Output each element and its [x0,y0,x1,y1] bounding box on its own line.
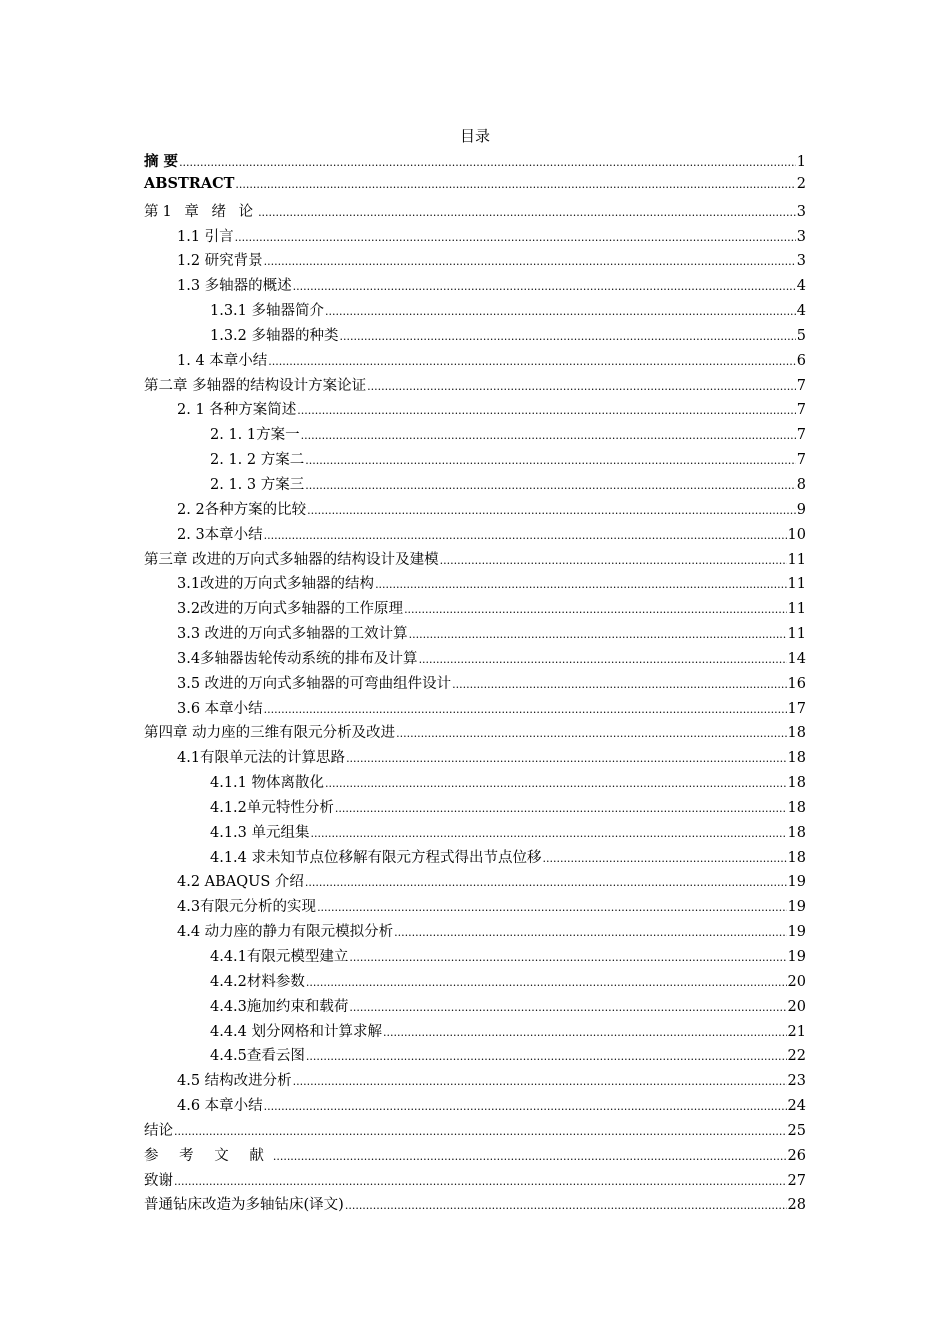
toc-entry-title: 3.3 改进的万向式多轴器的工效计算 [177,626,408,643]
dot-leader [452,678,786,691]
dot-leader [293,1075,787,1088]
toc-entry-title: 3.6 本章小结 [177,700,263,717]
toc-entry[interactable] [144,572,806,597]
dot-leader [349,951,786,964]
dot-leader [306,1050,787,1063]
toc-entry-title: 3.4多轴器齿轮传动系统的排布及计算 [177,650,418,667]
toc-entry-title: 4.4.2材料参数 [210,973,305,990]
toc-entry-page-number: 20 [787,998,806,1015]
toc-entry-page-number: 1 [796,154,806,170]
toc-entry[interactable] [144,672,806,697]
toc-entry[interactable] [144,523,806,548]
toc-entry-title: 4.4.4 划分网格和计算求解 [210,1023,383,1040]
toc-entry-title: 4.6 本章小结 [177,1098,263,1115]
dot-leader [174,1175,787,1188]
toc-entry-title: 2. 1. 3 方案三 [210,476,305,493]
dot-leader [301,429,796,442]
toc-entry-title: 1.3.1 多轴器简介 [210,303,325,320]
toc-entry-page-number: 20 [787,973,806,990]
dot-leader [367,380,796,393]
toc-entry[interactable] [144,920,806,945]
toc-entry[interactable] [144,821,806,846]
dot-leader [264,1100,787,1113]
toc-entry-title: 3.5 改进的万向式多轴器的可弯曲组件设计 [177,675,452,692]
toc-entry-page-number: 23 [787,1073,806,1090]
toc-entry[interactable] [144,150,806,175]
toc-entry-title: 1.3.2 多轴器的种类 [210,327,339,344]
toc-entry-page-number: 19 [787,899,806,916]
toc-entry-page-number: 7 [796,377,806,394]
toc-entry[interactable] [144,647,806,672]
dot-leader [311,827,787,840]
toc-entry-page-number: 11 [787,551,806,568]
toc-entry[interactable] [144,1069,806,1094]
toc-entry[interactable] [144,870,806,895]
dot-leader [293,280,796,293]
toc-entry-title: 1. 4 本章小结 [177,352,268,369]
toc-entry-page-number: 14 [787,650,806,667]
dot-leader [235,231,796,244]
toc-entry-page-number: 5 [796,327,806,344]
dot-leader [419,653,787,666]
toc-entry-page-number: 8 [796,476,806,493]
dot-leader [235,178,795,191]
dot-leader [404,603,786,616]
dot-leader [335,802,787,815]
dot-leader [325,305,796,318]
toc-entry-title: 1.1 引言 [177,228,234,245]
toc-entry[interactable] [144,423,806,448]
dot-leader [325,777,787,790]
toc-entry-title: 4.4 动力座的静力有限元模拟分析 [177,924,394,941]
toc-entry-page-number: 18 [787,849,806,866]
dot-leader [317,901,786,914]
dot-leader [543,852,787,865]
toc-entry-page-number: 10 [787,526,806,543]
toc-entry-page-number: 18 [787,824,806,841]
toc-entry-page-number: 6 [796,352,806,369]
toc-entry-title: ABSTRACT [144,174,235,192]
toc-entry-page-number: 27 [787,1172,806,1189]
toc-entry-title: 4.2 ABAQUS 介绍 [177,874,304,891]
toc-entry-page-number: 22 [787,1048,806,1065]
toc-entry-page-number: 4 [796,303,806,320]
dot-leader [383,1026,787,1039]
toc-entry[interactable] [144,597,806,622]
toc-entry-page-number: 18 [787,775,806,792]
toc-entry-page-number: 17 [787,700,806,717]
dot-leader [409,628,787,641]
toc-entry-page-number: 19 [787,874,806,891]
toc-entry-page-number: 9 [796,501,806,518]
dot-leader [345,1199,787,1212]
toc-entry[interactable] [144,796,806,821]
toc-entry-title: 4.4.3施加约束和载荷 [210,998,349,1015]
toc-entry[interactable] [144,225,806,250]
toc-entry-page-number: 24 [787,1098,806,1115]
toc-entry-title: 4.1.3 单元组集 [210,824,310,841]
dot-leader [273,1150,787,1163]
toc-entry-title: 4.1.4 求未知节点位移解有限元方程式得出节点位移 [210,849,542,866]
toc-entry-title: 2. 1 各种方案简述 [177,402,297,419]
toc-entry[interactable] [144,324,806,349]
toc-entry-title: 1.3 多轴器的概述 [177,278,292,295]
toc-entry-page-number: 3 [796,228,806,245]
dot-leader [394,926,786,939]
toc-entry[interactable] [144,697,806,722]
toc-entry[interactable] [144,1044,806,1069]
dot-leader [305,454,796,467]
dot-leader [307,504,796,517]
dot-leader [396,727,786,740]
toc-entry-title: 3.2改进的万向式多轴器的工作原理 [177,601,404,618]
toc-entry[interactable] [144,548,806,573]
toc-entry-page-number: 11 [787,601,806,618]
toc-entry-title: 4.1.2单元特性分析 [210,799,334,816]
toc-entry-page-number: 26 [787,1147,806,1164]
dot-leader [297,404,795,417]
toc-entry-title: 4.1有限单元法的计算思路 [177,750,346,767]
toc-entry[interactable] [144,846,806,871]
toc-entry-page-number: 18 [787,799,806,816]
toc-entry-page-number: 2 [796,175,806,192]
toc-entry-title: 第二章 多轴器的结构设计方案论证 [144,377,367,394]
toc-entry[interactable] [144,970,806,995]
toc-entry[interactable] [144,349,806,374]
toc-entry[interactable] [144,895,806,920]
toc-entry-title: 2. 1. 2 方案二 [210,452,305,469]
toc-entry-title: 3.1改进的万向式多轴器的结构 [177,576,375,593]
toc-entry-title: 2. 1. 1方案一 [210,427,300,444]
toc-entry[interactable] [144,1119,806,1144]
toc-entry-title: 1.2 研究背景 [177,253,263,270]
toc-entry-page-number: 25 [787,1122,806,1139]
toc-entry[interactable] [144,374,806,399]
toc-entry-page-number: 28 [787,1197,806,1214]
toc-entry[interactable] [144,200,806,225]
toc-entry-page-number: 21 [787,1023,806,1040]
toc-entry-title: 致谢 [144,1172,173,1189]
toc-entry[interactable] [144,1094,806,1119]
toc-entry[interactable] [144,1193,806,1218]
toc-entry-title: 4.1.1 物体离散化 [210,775,325,792]
toc-entry-title: 4.4.1有限元模型建立 [210,949,349,965]
dot-leader [264,529,787,542]
dot-leader [179,156,796,169]
toc-entry-page-number: 11 [787,576,806,593]
toc-entry-page-number: 18 [787,750,806,767]
toc-entry-page-number: 3 [796,203,806,220]
toc-entry-title: 4.3有限元分析的实现 [177,899,317,916]
toc-entry[interactable] [144,1144,806,1169]
toc-entry-page-number: 7 [796,427,806,444]
toc-entry-page-number: 16 [787,675,806,692]
toc-entry-page-number: 18 [787,725,806,742]
toc-entry-title: 第四章 动力座的三维有限元分析及改进 [144,725,396,742]
toc-entry-page-number: 19 [787,924,806,941]
dot-leader [340,330,796,343]
dot-leader [258,206,796,219]
toc-entry[interactable] [144,498,806,523]
toc-entry[interactable] [144,1020,806,1045]
dot-leader [305,479,796,492]
toc-entry-title: 4.5 结构改进分析 [177,1073,292,1090]
toc-entry[interactable] [144,721,806,746]
dot-leader [440,554,787,567]
dot-leader [268,355,795,368]
toc-title: 目录 [459,127,490,145]
toc-entry-title: 第1 章 绪 论 [144,203,258,220]
dot-leader [306,976,787,989]
toc-entry-title: 结论 [144,1122,173,1139]
dot-leader [264,703,787,716]
toc-entry[interactable] [144,995,806,1020]
toc-entry-title: 2. 2各种方案的比较 [177,501,307,518]
toc-entry-page-number: 19 [787,949,806,965]
toc-entry[interactable] [144,175,806,200]
toc-entry[interactable] [144,299,806,324]
toc-entry-page-number: 7 [796,402,806,419]
toc-entry[interactable] [144,249,806,274]
toc-entry[interactable] [144,945,806,970]
toc-entry-title: 第三章 改进的万向式多轴器的结构设计及建模 [144,551,439,568]
dot-leader [305,876,787,889]
table-of-contents [144,150,806,1218]
toc-entry[interactable] [144,771,806,796]
toc-entry[interactable] [144,274,806,299]
dot-leader [349,1001,786,1014]
toc-entry-title: 普通钻床改造为多轴钻床(译文) [144,1197,344,1214]
toc-entry-page-number: 11 [787,626,806,643]
toc-entry-title: 参 考 文 献 [144,1147,272,1164]
toc-entry[interactable] [144,1169,806,1194]
toc-entry-title: 2. 3本章小结 [177,526,263,543]
toc-entry[interactable] [144,622,806,647]
toc-entry[interactable] [144,448,806,473]
toc-entry[interactable] [144,398,806,423]
toc-entry[interactable] [144,746,806,771]
dot-leader [346,752,786,765]
dot-leader [375,578,786,591]
dot-leader [174,1125,787,1138]
toc-entry[interactable] [144,473,806,498]
toc-entry-page-number: 3 [796,253,806,270]
toc-entry-page-number: 4 [796,278,806,295]
toc-entry-title: 摘 要 [144,153,179,170]
toc-entry-title: 4.4.5查看云图 [210,1048,305,1065]
dot-leader [264,255,796,268]
toc-entry-page-number: 7 [796,452,806,469]
